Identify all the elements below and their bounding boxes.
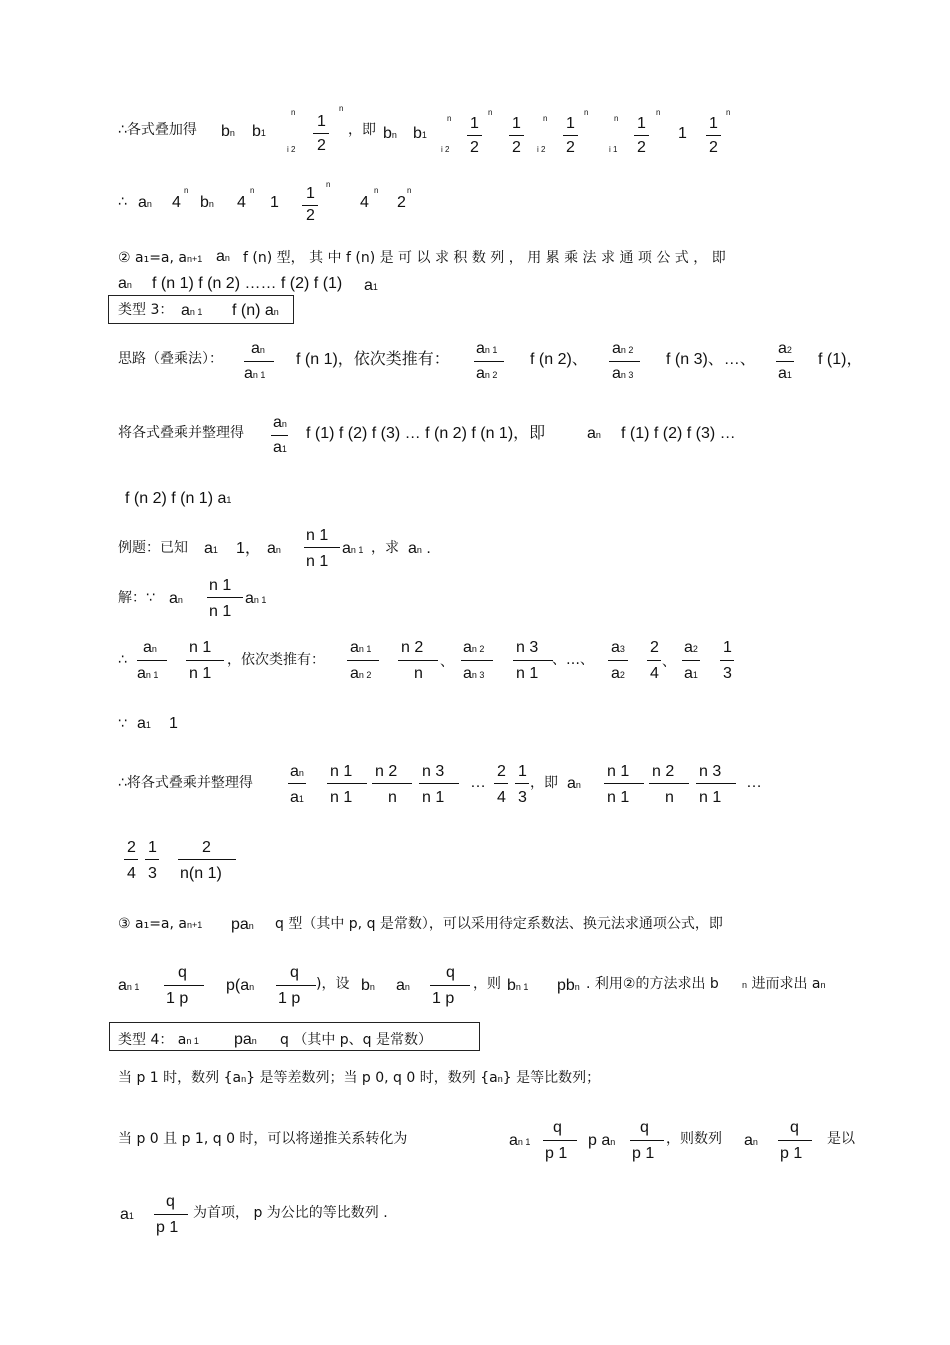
pow-n: n <box>656 108 661 117</box>
line1-prefix: ∴各式叠加得 <box>118 122 197 138</box>
sol-an: an <box>169 590 183 607</box>
r1-num: an <box>143 639 157 656</box>
frac-bar <box>509 135 524 136</box>
idea-num4: a2 <box>778 340 792 357</box>
w2-q2: q <box>640 1119 649 1136</box>
half-num-3: 1 <box>512 115 521 132</box>
sum-sup: n <box>291 108 296 117</box>
para2-start: ② a₁=a, an+1 <box>118 250 203 266</box>
frac-bar <box>604 783 644 784</box>
b-1-2: b1 <box>413 125 427 142</box>
half-den-4: 2 <box>566 139 575 156</box>
because-one: 1 <box>169 715 178 732</box>
frac-bar <box>778 1140 812 1141</box>
para3-start: ③ a₁=a, an+1 <box>118 916 203 932</box>
because-a1: a1 <box>137 715 151 732</box>
yici: ，依次类推有： <box>227 652 325 668</box>
idea-f4: f (1)， <box>818 351 863 368</box>
r2-num: an 1 <box>350 639 372 656</box>
when2: 当 p 0 且 p 1, q 0 时，可以将递推关系转化为 <box>118 1131 408 1147</box>
half-den-5: 2 <box>637 139 646 156</box>
para2-a-n: an <box>118 275 132 292</box>
frac-bar <box>430 985 470 986</box>
frac-bar <box>271 435 288 436</box>
pow-n: n <box>584 108 589 117</box>
prod-all-label: ∴将各式叠乘并整理得 <box>118 775 253 791</box>
pa-an: an <box>567 775 581 792</box>
frac-bar <box>543 1140 577 1141</box>
type3-eq: f (n) an <box>232 302 279 319</box>
r1-den: an 1 <box>137 665 159 682</box>
half-den: 2 <box>317 137 326 154</box>
pb1-num: n 1 <box>607 763 630 780</box>
frac-bar <box>207 597 243 598</box>
when1: 当 p 1 时，数列 {an} 是等差数列；当 p 0, q 0 时，数列 {an} 是等比数列； <box>118 1070 601 1086</box>
r3b-den: n 1 <box>516 665 539 682</box>
prod-eq1: f (1) f (2) f (3) … f (n 2) f (n 1)，即 <box>306 425 546 442</box>
pa2-den: n <box>388 789 397 806</box>
pb2-num: n 2 <box>652 763 675 780</box>
pow-n: n <box>250 186 255 195</box>
pa1-num: n 1 <box>330 763 353 780</box>
frac-bar <box>398 660 438 661</box>
frac-bar <box>186 660 224 661</box>
frac-bar <box>288 783 306 784</box>
half-den-7: 2 <box>306 207 315 224</box>
prod-eq2: f (1) f (2) f (3) … <box>621 425 736 442</box>
pa1-den: n 1 <box>330 789 353 806</box>
r3b-num: n 3 <box>516 639 539 656</box>
line1-mid: ，即 <box>348 122 376 138</box>
idea-label: 思路（叠乘法）： <box>118 351 223 367</box>
c2-den: 3 <box>148 865 157 882</box>
r5-num: a2 <box>684 639 698 656</box>
frac-bar <box>776 361 794 362</box>
w2-an: an <box>744 1132 758 1149</box>
pow-n: n <box>326 180 331 189</box>
last-text: 为首项， p 为公比的等比数列 . <box>193 1205 388 1221</box>
type3-label: 类型 3： <box>118 302 174 318</box>
pb1-den: n 1 <box>607 789 630 806</box>
therefore-2: ∴ <box>118 652 127 668</box>
para3-type: q 型（其中 p, q 是常数），可以采用待定系数法、换元法求通项公式，即 <box>275 916 723 932</box>
pa2-num: n 2 <box>375 763 398 780</box>
sol-den: n 1 <box>209 603 232 620</box>
frac-bar <box>608 660 628 661</box>
half-num-5: 1 <box>637 115 646 132</box>
idea-num2: an 1 <box>476 340 498 357</box>
p3-set: )，设 <box>316 976 350 992</box>
r5-den: a1 <box>684 665 698 682</box>
frac-bar <box>515 783 529 784</box>
pa-ji: ，即 <box>530 775 558 791</box>
pow-n: n <box>726 108 731 117</box>
ex-tail: ，求 <box>371 540 399 556</box>
para2-line2: f (n 1) f (n 2) …… f (2) f (1) <box>152 275 343 292</box>
p3-use: . 利用②的方法求出 b <box>586 976 719 992</box>
example-label: 例题：已知 <box>118 540 188 556</box>
type4-label: 类型 4： an 1 <box>118 1032 199 1048</box>
para3-pa: pan <box>231 916 254 933</box>
c1-num: 2 <box>127 839 136 856</box>
frac-bar <box>649 783 689 784</box>
w2-then: ，则数列 <box>666 1131 722 1147</box>
four-2: 4 <box>237 194 246 211</box>
frac-bar <box>682 660 700 661</box>
w2-an1: an 1 <box>509 1132 531 1149</box>
p3-seek: n 进而求出 an <box>742 976 826 992</box>
r4-den: a2 <box>611 665 625 682</box>
frac-bar <box>696 783 736 784</box>
half-num-4: 1 <box>566 115 575 132</box>
two: 2 <box>397 194 406 211</box>
para2-a: an <box>216 248 230 265</box>
pa-dots: … <box>470 774 486 791</box>
idea-den4: a1 <box>778 365 792 382</box>
b-1: b1 <box>252 123 266 140</box>
pa4-den: 4 <box>497 789 506 806</box>
half-den-6: 2 <box>709 139 718 156</box>
frac-bar <box>145 859 159 860</box>
line2-therefore: ∴ <box>118 194 127 210</box>
w2-q3: q <box>790 1119 799 1136</box>
p3-an1: an 1 <box>118 977 140 994</box>
frac-bar <box>419 783 459 784</box>
frac-bar <box>327 783 367 784</box>
sum-sup-4: n <box>614 114 619 123</box>
pow-n: n <box>184 186 189 195</box>
pa-den: a1 <box>290 789 304 806</box>
prod-den: a1 <box>273 439 287 456</box>
frac-bar <box>513 660 553 661</box>
p3-q1: q <box>178 964 187 981</box>
ex-num: n 1 <box>306 527 329 544</box>
frac-bar <box>124 859 138 860</box>
idea-f2: f (n 2)、 <box>530 351 588 368</box>
p3-then: ，则 <box>473 976 501 992</box>
frac-bar <box>372 783 412 784</box>
r1b-den: n 1 <box>189 665 212 682</box>
pb2-den: n <box>665 789 674 806</box>
frac-bar <box>276 985 316 986</box>
half-num-2: 1 <box>470 115 479 132</box>
sep-1: 、 <box>440 654 454 670</box>
w2-is: 是以 <box>827 1131 855 1147</box>
pa-num: an <box>290 763 304 780</box>
ex-an: an <box>267 540 281 557</box>
w2-pa: p an <box>588 1132 616 1149</box>
four-3: 4 <box>360 194 369 211</box>
frac-bar <box>178 859 236 860</box>
frac-bar <box>706 135 721 136</box>
r2b-den: n <box>414 665 423 682</box>
sol-num: n 1 <box>209 577 232 594</box>
b-n: bn <box>221 123 235 140</box>
p3-bn1: bn 1 <box>507 977 529 994</box>
frac-bar <box>244 361 274 362</box>
frac-bar <box>154 1214 188 1215</box>
w2-p1: p 1 <box>545 1145 568 1162</box>
sum-lim-3: i 2 <box>537 145 546 154</box>
sep-2: 、 <box>662 654 676 670</box>
comma-dots: 、…、 <box>552 652 594 668</box>
pa4-num: 2 <box>497 763 506 780</box>
prod-an: an <box>587 425 601 442</box>
frac-bar <box>609 361 640 362</box>
b-n-3: bn <box>200 194 214 211</box>
p3-bn: bn <box>361 977 375 994</box>
frac-bar <box>137 660 167 661</box>
ex-an-end: an . <box>408 540 431 557</box>
last-a1: a1 <box>120 1206 134 1223</box>
frac-bar <box>647 660 661 661</box>
frac-bar <box>461 660 493 661</box>
pa3-den: n 1 <box>422 789 445 806</box>
type4-pan: pan <box>234 1031 257 1048</box>
r5b-num: 1 <box>723 639 732 656</box>
frac-bar <box>302 205 318 206</box>
p3-1p3: 1 p <box>432 990 455 1007</box>
frac-bar <box>630 1140 664 1141</box>
pow-n: n <box>339 104 344 113</box>
para2-a1: a1 <box>364 277 378 294</box>
p3-pbn: pbn <box>557 977 580 994</box>
half-num: 1 <box>317 113 326 130</box>
half-den-2: 2 <box>470 139 479 156</box>
r4b-den: 4 <box>650 665 659 682</box>
frac-bar <box>474 361 504 362</box>
r2b-num: n 2 <box>401 639 424 656</box>
prod-label: 将各式叠乘并整理得 <box>118 425 244 441</box>
pow-n: n <box>407 186 412 195</box>
w2-p3: p 1 <box>780 1145 803 1162</box>
c1-den: 4 <box>127 865 136 882</box>
w2-q1: q <box>553 1119 562 1136</box>
frac-bar <box>313 133 329 134</box>
b-n-2: bn <box>383 125 397 142</box>
c3-den: n(n 1) <box>180 865 222 882</box>
pa3-num: n 3 <box>422 763 445 780</box>
ex-den: n 1 <box>306 553 329 570</box>
frac-bar <box>164 985 204 986</box>
one-2: 1 <box>270 194 279 211</box>
line-f: f (n 2) f (n 1) a1 <box>125 490 232 507</box>
p3-1p2: 1 p <box>278 990 301 1007</box>
r5b-den: 3 <box>723 665 732 682</box>
para2-mid: f (n) 型， 其 中 f (n) 是 可 以 求 积 数 列 ， 用 累 乘 法 求 通 项 公 式 ， 即 <box>243 250 726 266</box>
last-p1: p 1 <box>156 1219 179 1236</box>
because: ∵ <box>118 716 127 732</box>
p3-q2: q <box>290 964 299 981</box>
sum-sup-2: n <box>447 114 452 123</box>
pb3-den: n 1 <box>699 789 722 806</box>
r3-num: an 2 <box>463 639 485 656</box>
frac-bar <box>304 547 340 548</box>
sol-an1: an 1 <box>245 590 267 607</box>
frac-bar <box>563 135 578 136</box>
half-num-6: 1 <box>709 115 718 132</box>
w2-p2: p 1 <box>632 1145 655 1162</box>
idea-den2: an 2 <box>476 365 498 382</box>
a-n: an <box>138 194 152 211</box>
one: 1 <box>678 125 687 142</box>
prod-num: an <box>273 414 287 431</box>
sum-lim-4: i 1 <box>609 145 618 154</box>
pow-n: n <box>488 108 493 117</box>
idea-den3: an 3 <box>612 365 634 382</box>
r1b-num: n 1 <box>189 639 212 656</box>
r2-den: an 2 <box>350 665 372 682</box>
half-den-3: 2 <box>512 139 521 156</box>
pa5-den: 3 <box>518 789 527 806</box>
r4b-num: 2 <box>650 639 659 656</box>
r3-den: an 3 <box>463 665 485 682</box>
sum-lim: i 2 <box>287 145 296 154</box>
p3-an: an <box>396 977 410 994</box>
solution-label: 解：∵ <box>118 590 155 606</box>
ex-one: 1， <box>236 540 261 557</box>
half-num-7: 1 <box>306 185 315 202</box>
frac-bar <box>467 135 482 136</box>
idea-den: an 1 <box>244 365 266 382</box>
frac-bar <box>494 783 508 784</box>
idea-num: an <box>251 340 265 357</box>
idea-f: f (n 1)，依次类推有： <box>296 351 450 368</box>
pb-dots: … <box>746 774 762 791</box>
p3-pa: p(an <box>226 977 255 994</box>
sum-sup-3: n <box>543 114 548 123</box>
type3-a: an 1 <box>181 302 203 319</box>
four: 4 <box>172 194 181 211</box>
type4-tail: q （其中 p、q 是常数） <box>280 1032 433 1048</box>
frac-bar <box>720 660 734 661</box>
idea-f3: f (n 3)、…、 <box>666 351 756 368</box>
r4-num: a3 <box>611 639 625 656</box>
c3-num: 2 <box>202 839 211 856</box>
frac-bar <box>347 660 379 661</box>
idea-num3: an 2 <box>612 340 634 357</box>
p3-1p1: 1 p <box>166 990 189 1007</box>
pb3-num: n 3 <box>699 763 722 780</box>
c2-num: 1 <box>148 839 157 856</box>
ex-a1: a1 <box>204 540 218 557</box>
pa5-num: 1 <box>518 763 527 780</box>
sum-lim-2: i 2 <box>441 145 450 154</box>
frac-bar <box>634 135 649 136</box>
last-q: q <box>166 1193 175 1210</box>
p3-q3: q <box>446 964 455 981</box>
ex-an1: an 1 <box>342 540 364 557</box>
pow-n: n <box>374 186 379 195</box>
